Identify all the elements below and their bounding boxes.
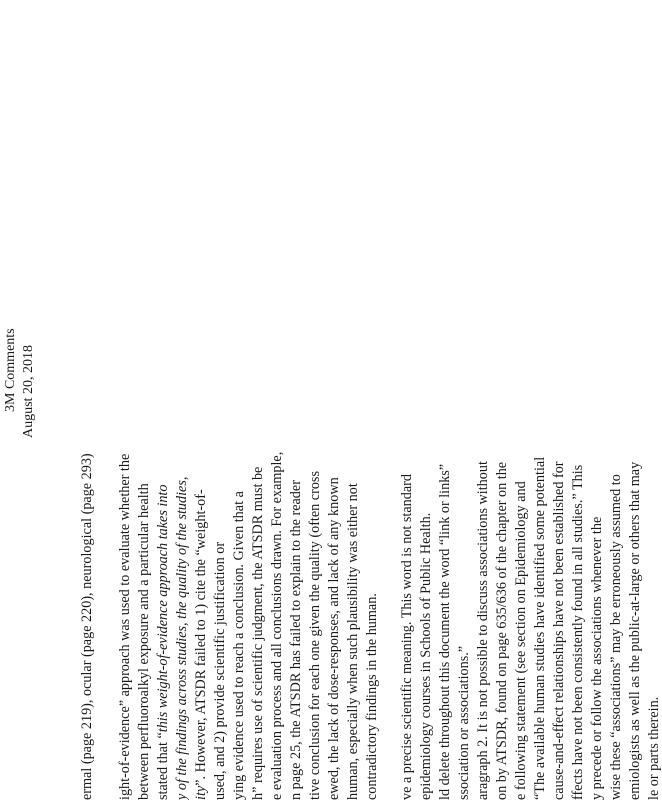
text-line: tive conclusion for each one given the quality (often cross xyxy=(307,471,323,800)
text-line: ssociation or associations.” xyxy=(456,645,472,800)
text-line: epidemiology courses in Schools of Public Health. xyxy=(418,512,434,800)
text-line: emiologists as well as the public-at-large or others that may xyxy=(627,461,643,800)
text-line: ld delete throughout this document the word “link or links” xyxy=(437,463,453,800)
text-line: between perfluoroalkyl exposure and a particular health xyxy=(136,483,152,800)
text-line: y precede or follow the associations whenever the xyxy=(589,516,605,800)
text-line: cause-and-effect relationships have not been established for xyxy=(551,461,567,800)
text-line: wise these “associations” may be erroneously assumed to xyxy=(608,474,624,800)
text-line: ying evidence used to reach a conclusion. Given that a xyxy=(231,491,247,800)
text-segment: ”. However, ATSDR failed to 1) cite the “weight-of- xyxy=(193,489,209,786)
text-line: ermal (page 219), ocular (page 220), neurological (page 293) xyxy=(79,453,95,800)
text-segment-italic: ity xyxy=(193,785,209,800)
text-segment-italic: this weight-of-evidence approach takes into xyxy=(155,484,171,733)
text-line: ewed, the lack of dose-responses, and lack of any known xyxy=(326,477,342,800)
text-line: ve a precise scientific meaning. This word is not standard xyxy=(399,474,415,800)
text-line: e evaluation process and all conclusions drawn. For example, xyxy=(269,451,285,800)
header-company: 3M Comments xyxy=(3,328,18,412)
text-line: used, and 2) provide scientific justification or xyxy=(212,541,228,800)
text-line: contradictory findings in the human. xyxy=(364,593,380,800)
text-line: le or parts therein. xyxy=(646,696,662,800)
text-line: “The available human studies have identified some potential xyxy=(532,456,548,800)
text-line: on by ATSDR, found on page 635/636 of the chapter on the xyxy=(494,461,510,800)
text-line: ffects have not been consistently found in all studies.” This xyxy=(570,464,586,800)
text-line: h” requires use of scientific judgment, the ATSDR must be xyxy=(250,466,266,800)
text-segment: stated that “ xyxy=(155,732,171,800)
text-line: human, especially when such plausibility was either not xyxy=(345,483,361,800)
text-line xyxy=(194,489,208,800)
text-line: aragraph 2. It is not possible to discuss associations without xyxy=(475,461,491,800)
text-line: n page 25, the ATSDR has failed to explain to the reader xyxy=(288,480,304,800)
header-date: August 20, 2018 xyxy=(21,345,36,438)
text-line xyxy=(156,485,170,800)
text-line: y of the findings across studies, the quality of the studies, xyxy=(174,476,190,800)
text-line: e following statement (see section on Epidemiology and xyxy=(513,481,529,800)
text-line: ight-of-evidence” approach was used to evaluate whether the xyxy=(117,453,133,800)
